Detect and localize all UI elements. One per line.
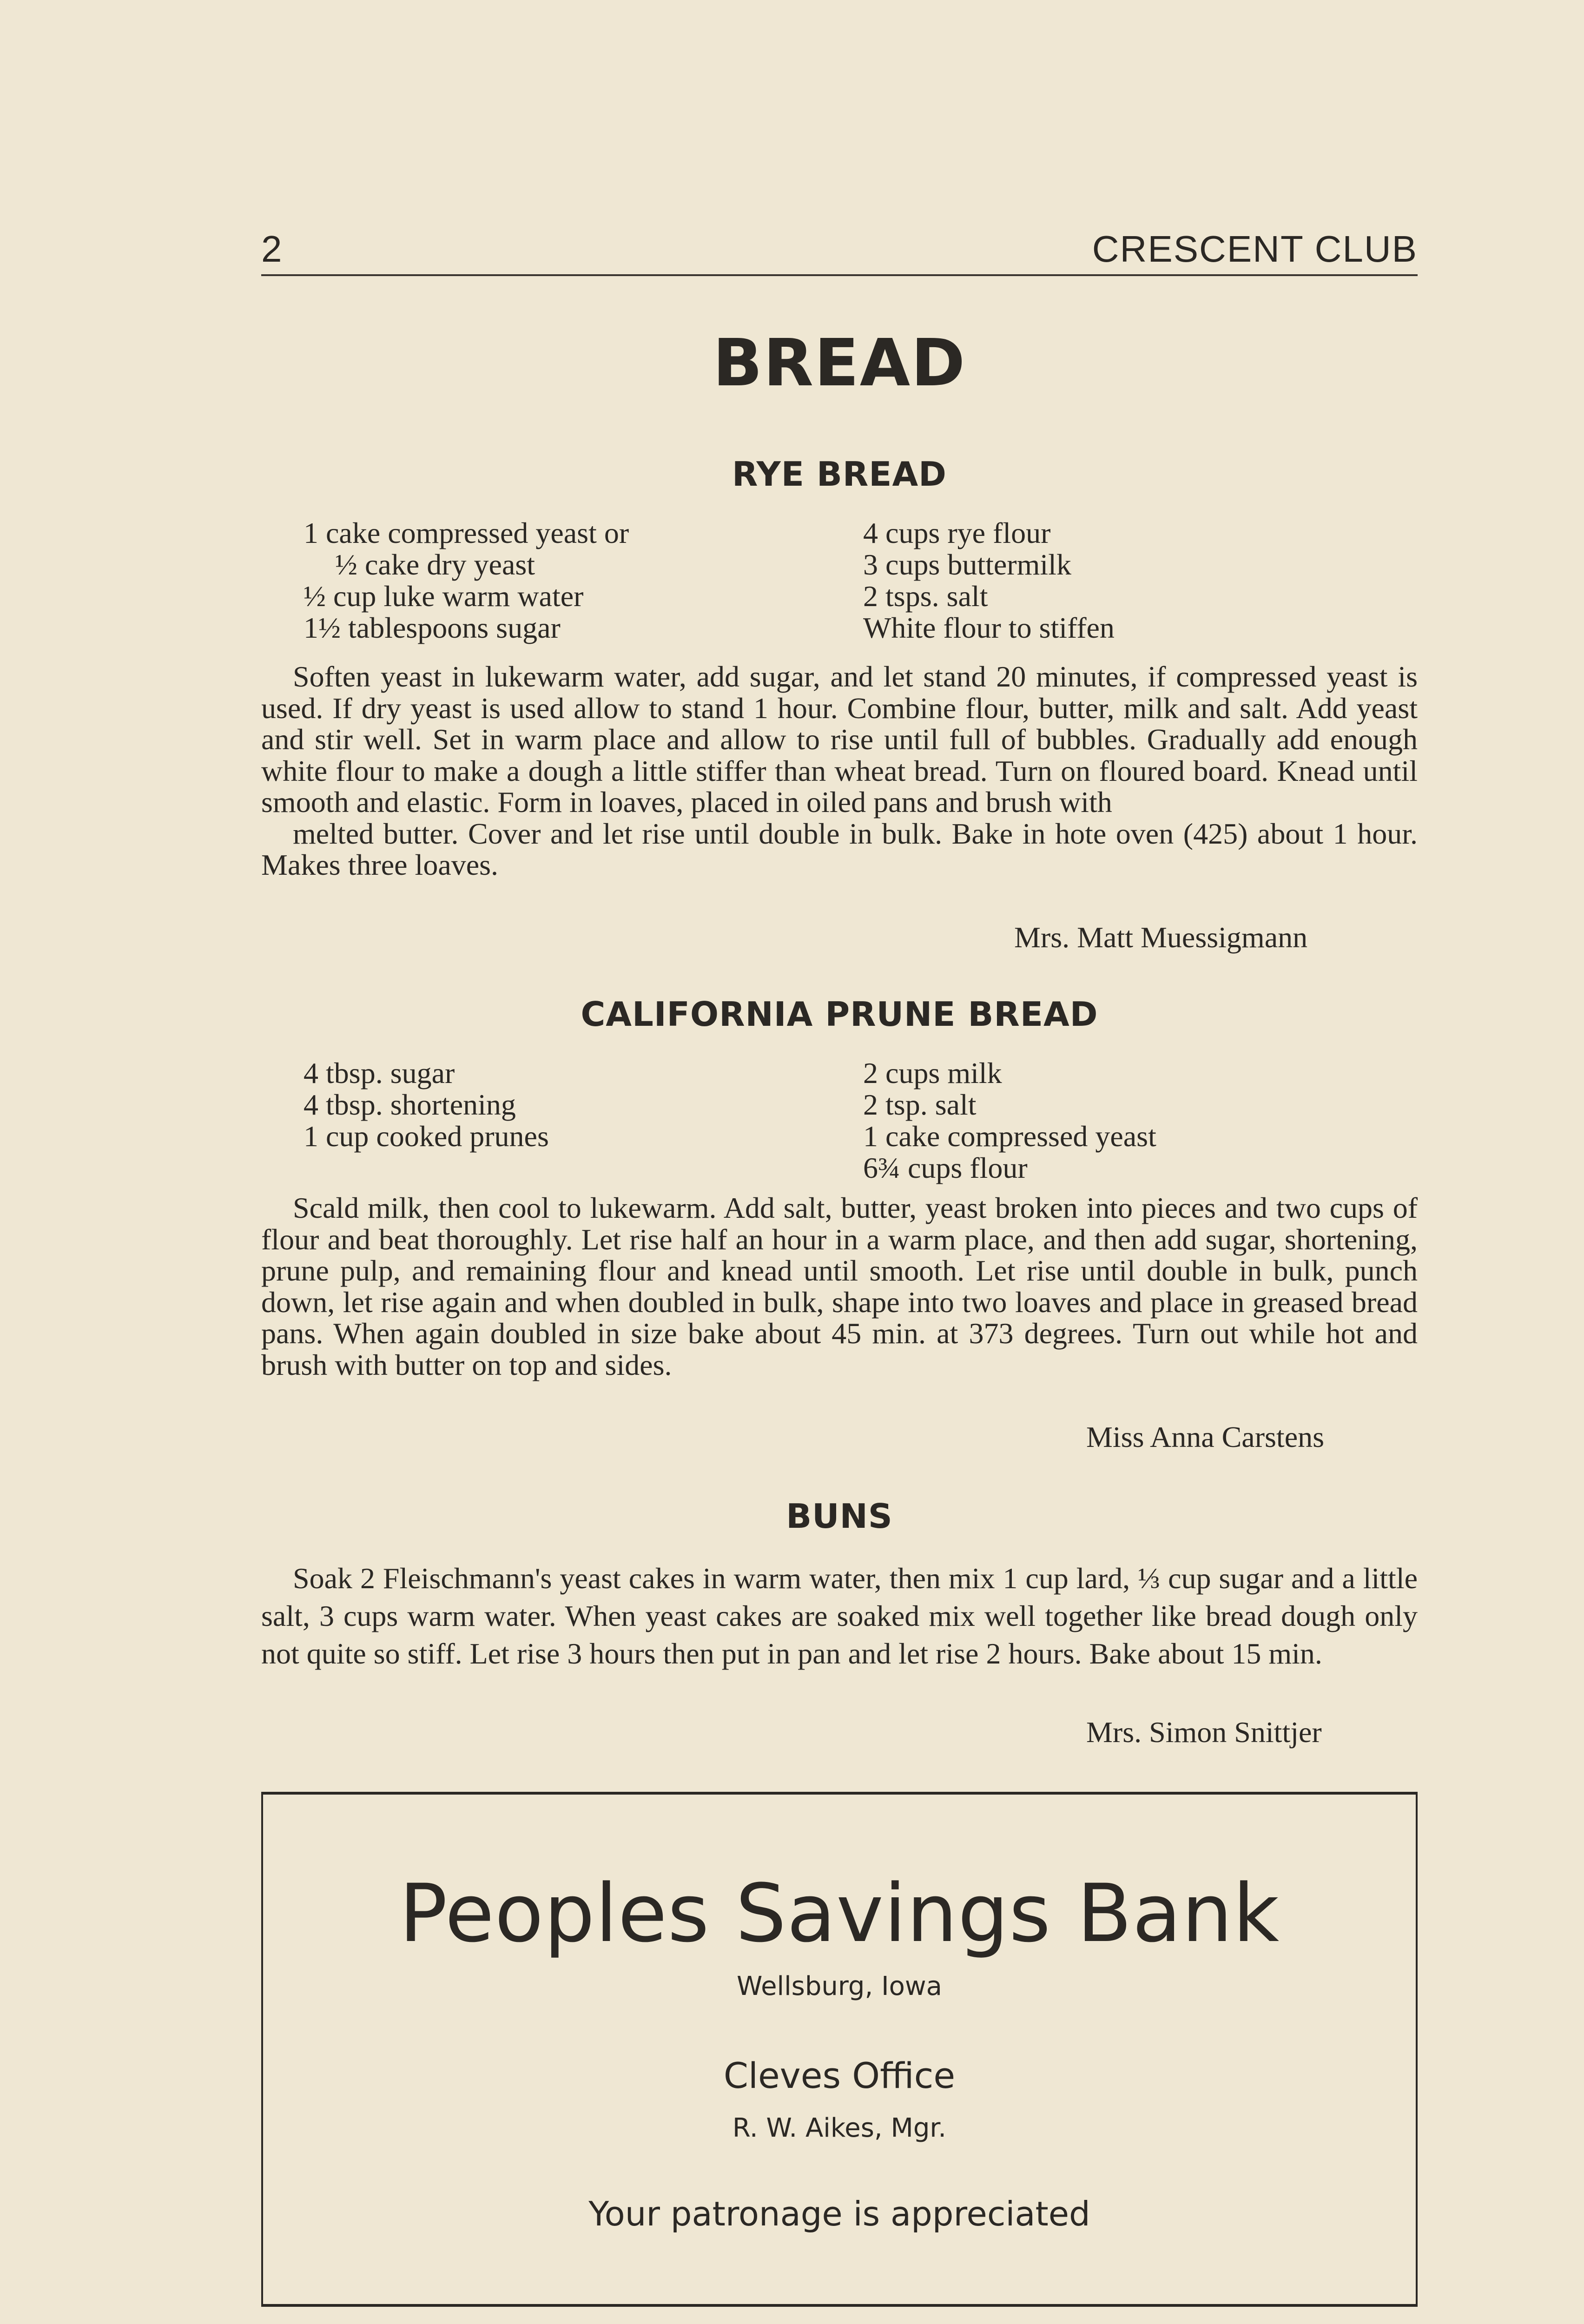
bank-tagline: Your patronage is appreciated: [588, 2194, 1090, 2233]
bank-name: Peoples Savings Bank: [399, 1867, 1280, 1960]
ingredients-right-rye-bread: [863, 517, 1115, 644]
directions-paragraph: Scald milk, then cool to lukewarm. Add salt, butter, yeast broken into pieces and two cups of flour and beat thoroughly. Let rise half an hour in a warm place, and then add sugar, shortening, prune pulp, and remaining flour and knead until smooth. Let rise until double in bulk, punch down, let rise again and when doubled in bulk, shape into two loaves and place in greased bread pans. When again doubled in size bake about 45 min. at 373 degrees. Turn out while hot and brush with butter on top and sides.: [261, 1191, 1418, 1381]
ingredient: 2 cups milk: [863, 1056, 1002, 1089]
bank-office: Cleves Office: [723, 2055, 956, 2096]
section-title: BREAD: [713, 325, 966, 401]
recipe-title-rye-bread: RYE BREAD: [732, 455, 947, 494]
bank-advertisement: [261, 1792, 1418, 2307]
directions-paragraph: Soak 2 Fleischmann's yeast cakes in warm water, then mix 1 cup lard, ⅓ cup sugar and a little salt, 3 cups warm water. When yeast cakes are soaked mix well together like bread dough only not quite so stiff. Let rise 3 hours then put in pan and let rise 2 hours. Bake about 15 min.: [261, 1562, 1418, 1670]
ingredient: 1 cake compressed yeast or: [304, 516, 629, 549]
recipe-author: Mrs. Simon Snittjer: [1086, 1716, 1322, 1749]
ingredient: 1 cup cooked prunes: [304, 1120, 549, 1153]
ingredient: 6¾ cups flour: [863, 1151, 1028, 1184]
directions-prune-bread: [261, 1192, 1418, 1380]
ingredient: 2 tsps. salt: [863, 580, 988, 613]
ingredient: 4 tbsp. shortening: [304, 1088, 516, 1121]
directions-buns: [261, 1559, 1418, 1672]
bank-manager: R. W. Aikes, Mgr.: [732, 2113, 947, 2143]
recipe-title-california-prune-bread: CALIFORNIA PRUNE BREAD: [581, 995, 1098, 1034]
ingredient: ½ cake dry yeast: [335, 548, 535, 581]
ingredient: 1½ tablespoons sugar: [304, 611, 561, 644]
ingredients-left-prune-bread: [304, 1057, 549, 1152]
recipe-author: Mrs. Matt Muessigmann: [1014, 921, 1308, 954]
running-head: [261, 223, 1418, 276]
page-number: 2: [261, 228, 283, 270]
club-name: CRESCENT CLUB: [1092, 228, 1418, 270]
directions-rye-bread: [261, 661, 1418, 881]
bank-location: Wellsburg, Iowa: [737, 1971, 942, 2001]
ingredient: 2 tsp. salt: [863, 1088, 977, 1121]
ingredient: 4 tbsp. sugar: [304, 1056, 455, 1089]
ingredient: 1 cake compressed yeast: [863, 1120, 1156, 1153]
directions-paragraph: melted butter. Cover and let rise until double in bulk. Bake in hote oven (425) about 1 hour. Makes three loaves.: [261, 817, 1418, 881]
ingredients-left-rye-bread: [304, 517, 629, 644]
recipe-title-buns: BUNS: [786, 1497, 893, 1536]
ingredient: White flour to stiffen: [863, 611, 1115, 644]
ingredient: 4 cups rye flour: [863, 516, 1051, 549]
ingredients-right-prune-bread: [863, 1057, 1156, 1184]
ingredient: 3 cups buttermilk: [863, 548, 1071, 581]
ingredient: ½ cup luke warm water: [304, 580, 584, 613]
directions-paragraph: Soften yeast in lukewarm water, add sugar, and let stand 20 minutes, if compressed yeast is used. If dry yeast is used allow to stand 1 hour. Combine flour, butter, milk and salt. Add yeast and stir well. Set in warm place and allow to rise until full of bubbles. Gradually add enough white flour to make a dough a little stiffer than wheat bread. Turn on floured board. Knead until smooth and elastic. Form in loaves, placed in oiled pans and brush with: [261, 660, 1418, 819]
recipe-author: Miss Anna Carstens: [1086, 1420, 1324, 1453]
